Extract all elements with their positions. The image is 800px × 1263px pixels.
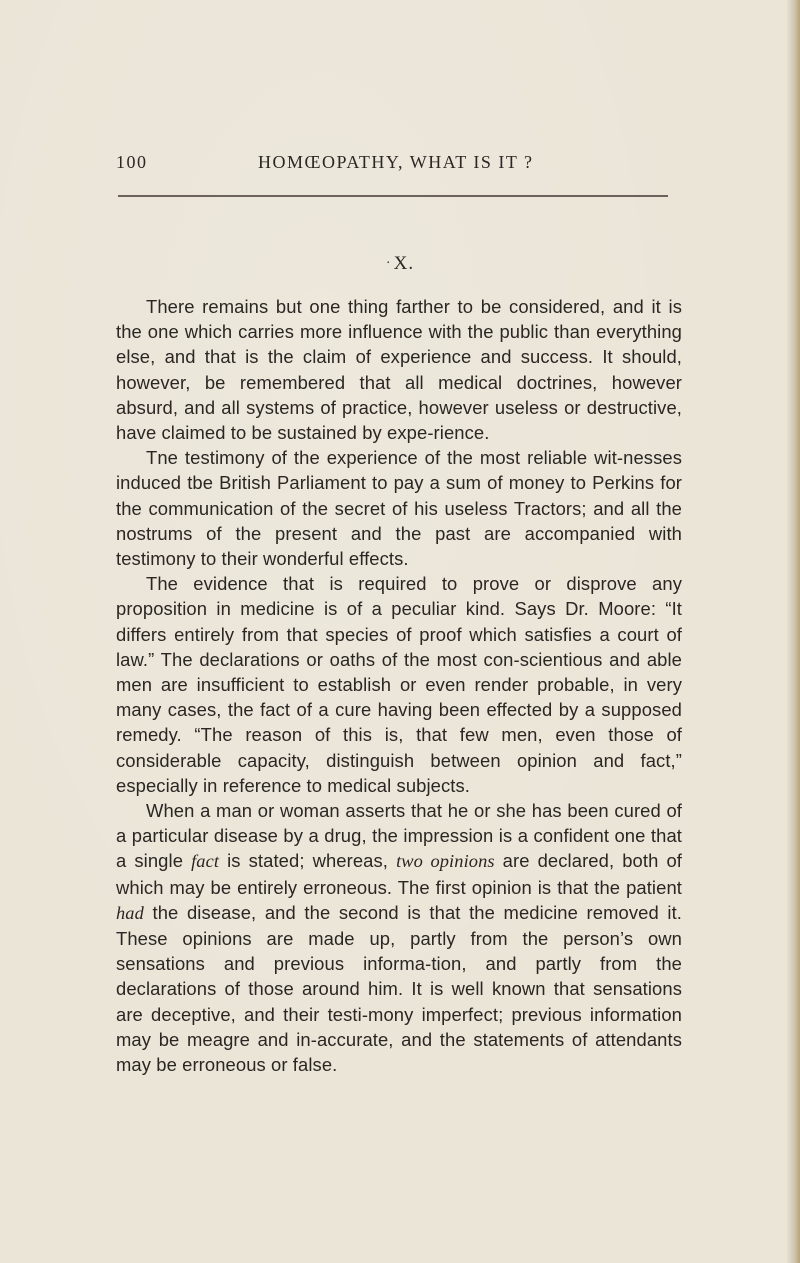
running-title: HOMŒOPATHY, WHAT IS IT ? (258, 152, 534, 172)
section-heading-text: X. (393, 253, 415, 274)
paragraph-1: There remains but one thing farther to be considered, and it is the one which carries more influence with the public than everything else, and that is the claim of experience and success. It should, however, be remembered that all medical doctrines, however absurd, and all systems of practice, however useless or destructive, have claimed to be sustained by expe-rience. (116, 296, 682, 444)
paragraph-2: Tne testimony of the experience of the most reliable wit-nesses induced tbe British Parliament to pay a sum of money to Perkins for the communication of the secret of his useless Tractors; and all the nostrums of the present and the past are accompanied with testimony to their wonderful effects. (116, 447, 682, 570)
italic-had: had (116, 902, 144, 923)
running-header (116, 152, 676, 182)
body-text (116, 294, 682, 1077)
header-rule (118, 195, 668, 197)
paragraph-4-part-b: is stated; whereas, (219, 850, 397, 872)
italic-fact: fact (191, 851, 220, 872)
paragraph-4-part-c: are declared, both of which may be entirely erroneous. The first opinion is that the patient (116, 850, 682, 898)
italic-two-opinions: two opinions (396, 851, 495, 872)
heading-dot: · (385, 256, 392, 271)
page-binding-edge (786, 0, 800, 1263)
paragraph-4-part-a: When a man or woman asserts that he or she has been cured of a particular disease by a drug, the impression is a confident one that a single (116, 800, 682, 872)
paragraph-4 (116, 798, 682, 1077)
page-number: 100 (116, 152, 148, 172)
paragraph-4-part-d: the disease, and the second is that the medicine removed it. These opinions are made up, partly from the person’s own sensations and previous informa-tion, and partly from the declarations of those around him. It is well known that sensations are deceptive, and their testi-mony imperfect; previous information may be meagre and in-accurate, and the statements of attendants may be erroneous or false. (116, 901, 682, 1076)
section-heading (0, 253, 800, 275)
paragraph-3: The evidence that is required to prove or disprove any proposition in medicine is of a peculiar kind. Says Dr. Moore: “It differs entirely from that species of proof which satisfies a court of law.” The declarations or oaths of the most con-scientious and able men are insufficient to establish or even render probable, in very many cases, the fact of a cure having been effected by a supposed remedy. “The reason of this is, that few men, even those of considerable capacity, distinguish between opinion and fact,” especially in reference to medical subjects. (116, 573, 682, 796)
